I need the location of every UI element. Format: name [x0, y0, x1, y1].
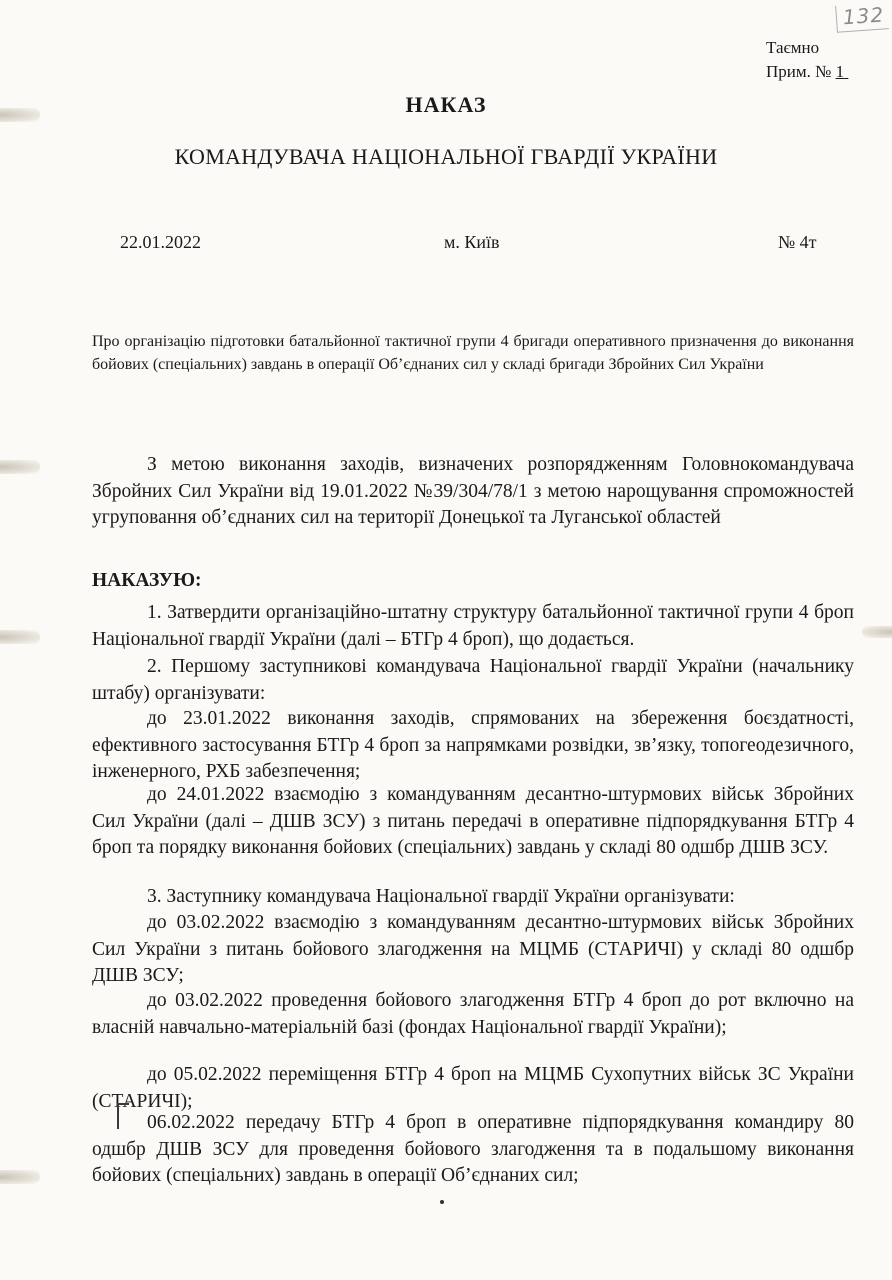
paragraph-2a: до 23.01.2022 виконання заходів, спрямованих на збереження боєздатності, ефективного застосування БТГр 4 броп за напрямками розвідки, зв’язку, топогеодезичного, інженерного, РХБ забезпечення; — [92, 708, 854, 782]
order-place: м. Київ — [444, 232, 500, 252]
binding-hole-mark — [0, 460, 40, 474]
copy-prefix: Прим. № — [766, 62, 832, 81]
paragraph-2: 2. Першому заступникові командувача Національної гвардії України (начальнику штабу) організувати: — [92, 656, 854, 704]
secrecy-label: Таємно — [766, 38, 820, 57]
binding-hole-mark — [0, 1170, 40, 1184]
paragraph-2b: до 24.01.2022 взаємодію з командуванням десантно-штурмових військ Збройних Сил України (далі – ДШВ ЗСУ) з питань передачі в оперативне підпорядкування БТГр 4 броп та порядку виконання бойових (спеціальних) завдань у складі 80 одшбр ДШВ ЗСУ. — [92, 784, 854, 858]
classification-block — [766, 36, 848, 84]
copy-number: 1 — [835, 62, 845, 81]
binding-hole-mark — [0, 630, 40, 644]
document-title: НАКАЗ — [405, 92, 487, 117]
paragraph-1: 1. Затвердити організаційно-штатну структуру батальйонної тактичної групи 4 броп Національної гвардії України (далі – БТГр 4 броп), що додається. — [92, 602, 854, 650]
binding-hole-mark — [862, 626, 892, 638]
preamble: З метою виконання заходів, визначених розпорядженням Головнокомандувача Збройних Сил України від 19.01.2022 №39/304/78/1 з метою нарощування спроможностей угруповання об’єднаних сил на території Донецької та Луганської областей — [92, 454, 854, 528]
paragraph-3c: до 05.02.2022 переміщення БТГр 4 броп на МЦМБ Сухопутних військ ЗС України (СТАРИЧІ); — [92, 1064, 854, 1112]
pen-bracket-mark — [117, 1103, 129, 1129]
paragraph-3d: 06.02.2022 передачу БТГр 4 броп в оперативне підпорядкування командиру 80 одшбр ДШВ ЗСУ для проведення бойового злагодження та в подальшому виконання бойових (спеціальних) завдань в операції Об’єднаних сил; — [92, 1112, 854, 1186]
pen-dot-mark — [440, 1200, 444, 1204]
order-number: № 4т — [778, 232, 817, 252]
document-subtitle: КОМАНДУВАЧА НАЦІОНАЛЬНОЇ ГВАРДІЇ УКРАЇНИ — [174, 144, 718, 169]
paragraph-3a: до 03.02.2022 взаємодію з командуванням десантно-штурмових військ Збройних Сил України з питань бойового злагодження на МЦМБ (СТАРИЧІ) у складі 80 одшбр ДШВ ЗСУ; — [92, 912, 854, 986]
handwritten-page-number: 132 — [835, 2, 889, 33]
paragraph-3b: до 03.02.2022 проведення бойового злагодження БТГр 4 броп до рот включно на власній навчально-матеріальній базі (фондах Національної гвардії України); — [92, 990, 854, 1038]
paragraph-3: 3. Заступнику командувача Національної гвардії України організувати: — [147, 886, 735, 907]
order-subject: Про організацію підготовки батальйонної тактичної групи 4 бригади оперативного призначення до виконання бойових (спеціальних) завдань в операції Об’єднаних сил у складі бригади Збройних Сил України — [92, 333, 854, 373]
order-date: 22.01.2022 — [120, 232, 201, 252]
copy-number-line — [766, 60, 848, 84]
order-word: НАКАЗУЮ: — [92, 570, 202, 591]
